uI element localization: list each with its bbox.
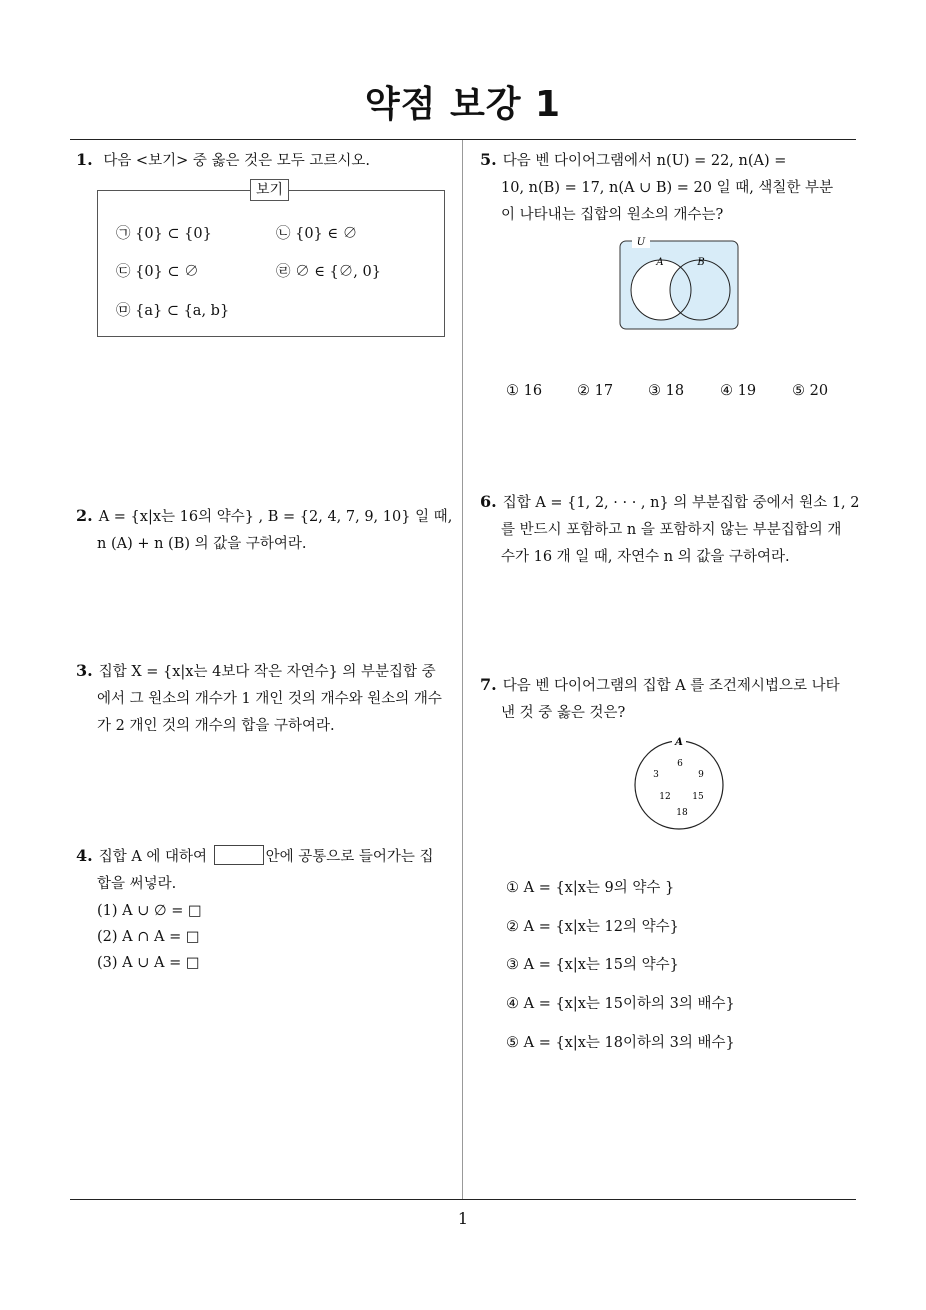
question-6-line-1: 집합 A = {1, 2, · · · , n} 의 부분집합 중에서 원소 1, 2 <box>502 495 860 511</box>
element-6: 6 <box>677 759 683 769</box>
question-5-line-2: 10, n(B) = 17, n(A ∪ B) = 20 일 때, 색칠한 부분 <box>501 180 834 196</box>
question-3-line-2: 에서 그 원소의 개수가 1 개인 것의 개수와 원소의 개수 <box>97 691 442 707</box>
element-15: 15 <box>692 792 704 802</box>
bogi-item-expr: {0} ⊂ ∅ <box>135 264 199 280</box>
q5-choice-1[interactable]: ① 16 <box>506 383 543 399</box>
bogi-item-1 <box>116 224 212 244</box>
question-6-line-2: 를 반드시 포함하고 n 을 포함하지 않는 부분집합의 개 <box>501 522 842 538</box>
bogi-item-mark: ㉠ <box>116 226 131 242</box>
q7-choice-5[interactable]: ⑤ A = {x|x는 18이하의 3의 배수} <box>506 1035 735 1051</box>
bogi-item-mark: ㉣ <box>276 264 291 280</box>
question-3-line-3: 가 2 개인 것의 개수의 합을 구하여라. <box>97 718 335 734</box>
question-5-line-1: 다음 벤 다이어그램에서 n(U) = 22, n(A) = <box>502 153 787 169</box>
bogi-item-expr: {a} ⊂ {a, b} <box>135 303 230 319</box>
bogi-label: 보기 <box>250 179 289 201</box>
bogi-item-mark: ㉢ <box>116 264 131 280</box>
question-5-line-3: 이 나타내는 집합의 원소의 개수는? <box>501 207 724 223</box>
question-6 <box>480 488 860 571</box>
question-7 <box>480 671 860 727</box>
question-4-sub-3: (3) A ∪ A = □ <box>97 955 200 971</box>
bogi-item-3 <box>116 262 199 282</box>
q7-choice-2[interactable]: ② A = {x|x는 12의 약수} <box>506 919 679 935</box>
question-2-line-2: n (A) + n (B) 의 값을 구하여라. <box>97 536 307 552</box>
element-18: 18 <box>676 808 688 818</box>
bogi-item-5 <box>116 301 229 321</box>
bogi-item-expr: {0} ∈ ∅ <box>295 226 358 242</box>
question-4-number: 4. <box>76 846 93 865</box>
set-b-label: B <box>697 257 705 268</box>
question-7-line-2: 낸 것 중 옳은 것은? <box>501 705 626 721</box>
element-12: 12 <box>659 792 671 802</box>
question-1-number: 1. <box>76 150 93 169</box>
universe-label: U <box>636 237 646 248</box>
bogi-item-2 <box>276 224 357 244</box>
q5-choice-5[interactable]: ⑤ 20 <box>792 383 829 399</box>
question-4-sub-1: (1) A ∪ ∅ = □ <box>97 903 202 919</box>
set-a-label: A <box>656 257 664 268</box>
q5-choice-4[interactable]: ④ 19 <box>720 383 757 399</box>
element-9: 9 <box>698 770 704 780</box>
question-2 <box>76 502 456 558</box>
question-4-line-1b: 안에 공통으로 들어가는 집 <box>265 849 434 865</box>
bogi-item-expr: ∅ ∈ {∅, 0} <box>295 264 381 280</box>
bogi-item-mark: ㉤ <box>116 303 131 319</box>
q7-choice-3[interactable]: ③ A = {x|x는 15의 약수} <box>506 957 679 973</box>
top-rule <box>70 139 856 140</box>
page-title: 약점 보강 1 <box>364 84 562 125</box>
question-1-text: 다음 <보기> 중 옳은 것은 모두 고르시오. <box>103 153 370 169</box>
question-3-line-1: 집합 X = {x|x는 4보다 작은 자연수} 의 부분집합 중 <box>98 664 436 680</box>
question-5 <box>480 146 860 229</box>
bogi-item-mark: ㉡ <box>276 226 291 242</box>
question-7-line-1: 다음 벤 다이어그램의 집합 A 를 조건제시법으로 나타 <box>502 678 840 694</box>
question-4 <box>76 842 456 976</box>
element-3: 3 <box>653 770 659 780</box>
q5-choice-3[interactable]: ③ 18 <box>648 383 685 399</box>
question-3 <box>76 657 456 740</box>
question-6-number: 6. <box>480 492 497 511</box>
page-number: 1 <box>457 1209 469 1228</box>
question-1 <box>76 146 370 175</box>
bogi-item-expr: {0} ⊂ {0} <box>135 226 212 242</box>
question-4-sub-2: (2) A ∩ A = □ <box>97 929 200 945</box>
venn-diagram-q5 <box>616 232 742 334</box>
question-4-line-1a: 집합 A 에 대하여 <box>98 849 208 865</box>
bogi-item-4 <box>276 262 381 282</box>
set-label: A <box>675 737 683 748</box>
question-5-number: 5. <box>480 150 497 169</box>
blank-box <box>214 845 264 865</box>
question-4-line-2: 합을 써넣라. <box>97 876 177 892</box>
set-diagram-q7 <box>630 733 730 833</box>
bottom-rule <box>70 1199 856 1200</box>
question-3-number: 3. <box>76 661 93 680</box>
column-divider <box>462 140 463 1200</box>
q7-choice-1[interactable]: ① A = {x|x는 9의 약수 } <box>506 880 675 896</box>
question-2-number: 2. <box>76 506 93 525</box>
question-2-line-1: A = {x|x는 16의 약수} , B = {2, 4, 7, 9, 10} 일 때, <box>98 509 453 525</box>
q5-choice-2[interactable]: ② 17 <box>577 383 614 399</box>
question-6-line-3: 수가 16 개 일 때, 자연수 n 의 값을 구하여라. <box>501 549 790 565</box>
question-7-number: 7. <box>480 675 497 694</box>
q7-choice-4[interactable]: ④ A = {x|x는 15이하의 3의 배수} <box>506 996 735 1012</box>
